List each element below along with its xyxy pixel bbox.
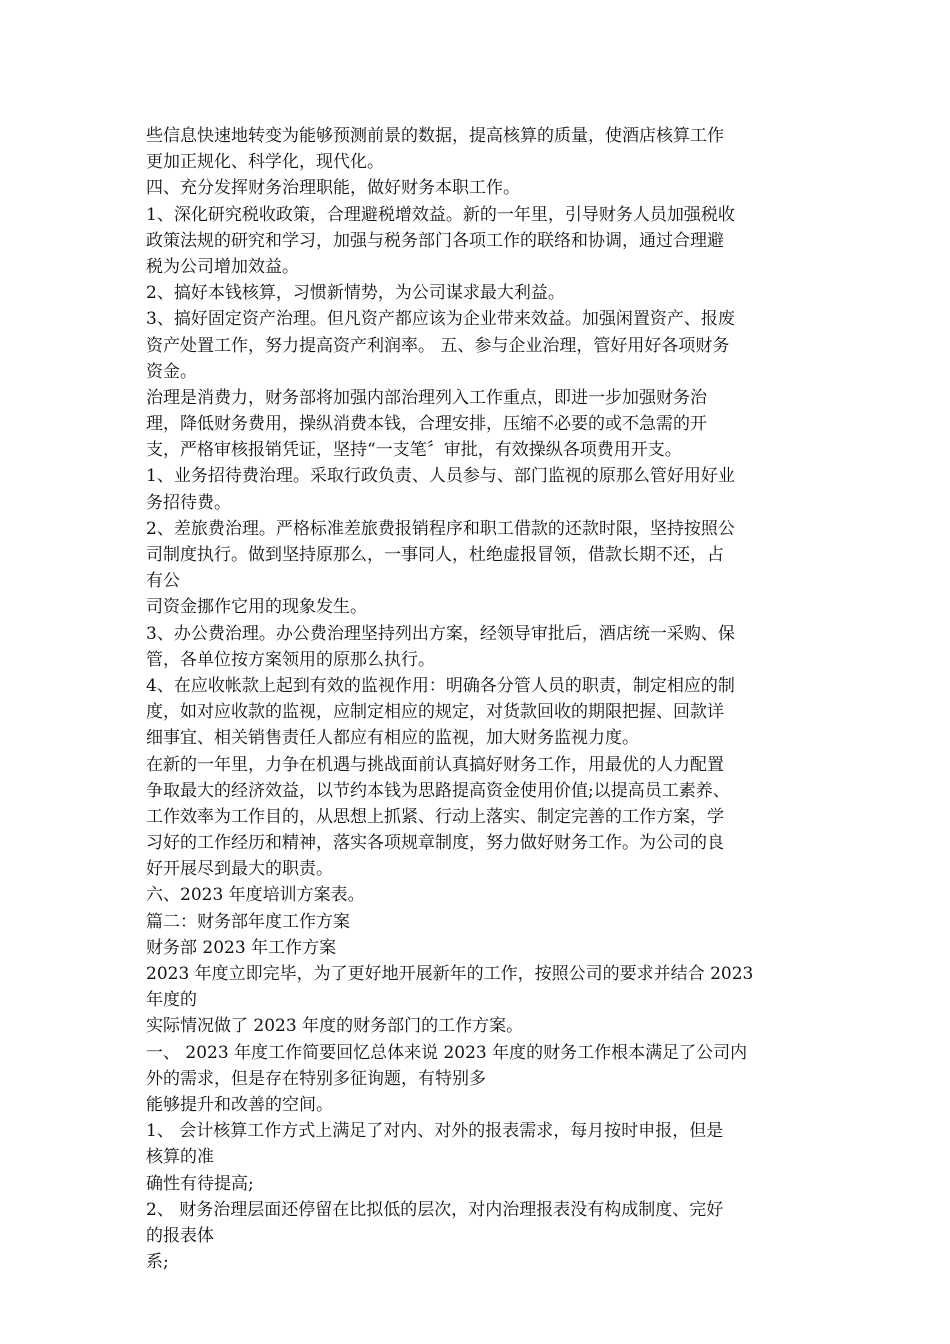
text-line: 更加正规化、科学化，现代化。 — [146, 152, 384, 173]
text-line: 1、 会计核算工作方式上满足了对内、对外的报表需求，每月按时申报，但是 — [146, 1121, 724, 1142]
text-line: 习好的工作经历和精神，落实各项规章制度，努力做好财务工作。为公司的良 — [146, 833, 724, 854]
text-line: 政策法规的研究和学习，加强与税务部门各项工作的联络和协调，通过合理避 — [146, 230, 724, 251]
document-body — [146, 123, 812, 1275]
text-line: 管，各单位按方案领用的原那么执行。 — [146, 649, 435, 670]
text-line: 年度的 — [146, 990, 197, 1011]
article-subtitle: 财务部 2023 年工作方案 — [146, 937, 337, 958]
text-line: 的报表体 — [146, 1225, 214, 1246]
text-line: 能够提升和改善的空间。 — [146, 1094, 333, 1115]
text-line: 系; — [146, 1252, 169, 1273]
text-line: 2、搞好本钱核算，习惯新情势，为公司谋求最大利益。 — [146, 283, 565, 304]
text-line: 2、 财务治理层面还停留在比拟低的层次，对内治理报表没有构成制度、完好 — [146, 1199, 724, 1220]
text-line: 确性有待提高; — [146, 1173, 254, 1194]
section-heading: 六、2023 年度培训方案表。 — [146, 885, 365, 906]
text-line: 工作效率为工作目的，从思想上抓紧、行动上落实、制定完善的工作方案，学 — [146, 806, 724, 827]
text-line: 3、搞好固定资产治理。但凡资产都应该为企业带来效益。加强闲置资产、报废 — [146, 309, 735, 330]
text-line: 税为公司增加效益。 — [146, 256, 299, 277]
text-line: 司制度执行。做到坚持原那么，一事同人，杜绝虚报冒领，借款长期不还，占 — [146, 545, 724, 565]
text-line: 2023 年度立即完毕，为了更好地开展新年的工作，按照公司的要求并结合 2023 — [146, 964, 754, 984]
text-line: 一、 2023 年度工作简要回忆总体来说 2023 年度的财务工作根本满足了公司内 — [146, 1042, 748, 1063]
text-line: 好开展尽到最大的职责。 — [146, 859, 333, 880]
text-line: 4、在应收帐款上起到有效的监视作用：明确各分管人员的职责，制定相应的制 — [146, 675, 735, 696]
text-line: 治理是消费力，财务部将加强内部治理列入工作重点，即进一步加强财务治 — [146, 387, 707, 408]
text-line: 司资金挪作它用的现象发生。 — [146, 597, 367, 618]
text-line: 2、差旅费治理。严格标准差旅费报销程序和职工借款的还款时限，坚持按照公 — [146, 518, 735, 539]
text-line: 在新的一年里，力争在机遇与挑战面前认真搞好财务工作，用最优的人力配置 — [146, 754, 724, 775]
text-line: 有公 — [146, 571, 180, 592]
article-title: 篇二：财务部年度工作方案 — [146, 911, 350, 932]
text-line: 3、办公费治理。办公费治理坚持列出方案，经领导审批后，酒店统一采购、保 — [146, 623, 735, 644]
text-line: 资金。 — [146, 361, 197, 382]
text-line: 争取最大的经济效益，以节约本钱为思路提高资金使用价值;以提高员工素养、 — [146, 780, 730, 801]
text-line: 支，严格审核报销凭证，坚持“一支笔〞审批，有效操纵各项费用开支。 — [146, 440, 682, 461]
text-line: 细事宜、相关销售责任人都应有相应的监视，加大财务监视力度。 — [146, 728, 639, 749]
text-line: 务招待费。 — [146, 492, 231, 513]
text-line: 实际情况做了 2023 年度的财务部门的工作方案。 — [146, 1016, 524, 1037]
text-line: 外的需求，但是存在特别多征询题，有特别多 — [146, 1068, 486, 1089]
text-line: 1、深化研究税收政策，合理避税增效益。新的一年里，引导财务人员加强税收 — [146, 204, 735, 225]
text-line: 度，如对应收款的监视，应制定相应的规定，对货款回收的期限把握、回款详 — [146, 702, 724, 723]
text-line: 些信息快速地转变为能够预测前景的数据，提高核算的质量，使酒店核算工作 — [146, 126, 724, 146]
text-line: 核算的准 — [146, 1147, 214, 1168]
text-line: 理，降低财务费用，操纵消费本钱，合理安排，压缩不必要的或不急需的开 — [146, 414, 707, 435]
text-line: 资产处置工作，努力提高资产利润率。 五、参与企业治理，管好用好各项财务 — [146, 335, 730, 356]
text-line: 1、业务招待费治理。采取行政负责、人员参与、部门监视的原那么管好用好业 — [146, 466, 735, 487]
section-heading: 四、充分发挥财务治理职能，做好财务本职工作。 — [146, 178, 520, 199]
